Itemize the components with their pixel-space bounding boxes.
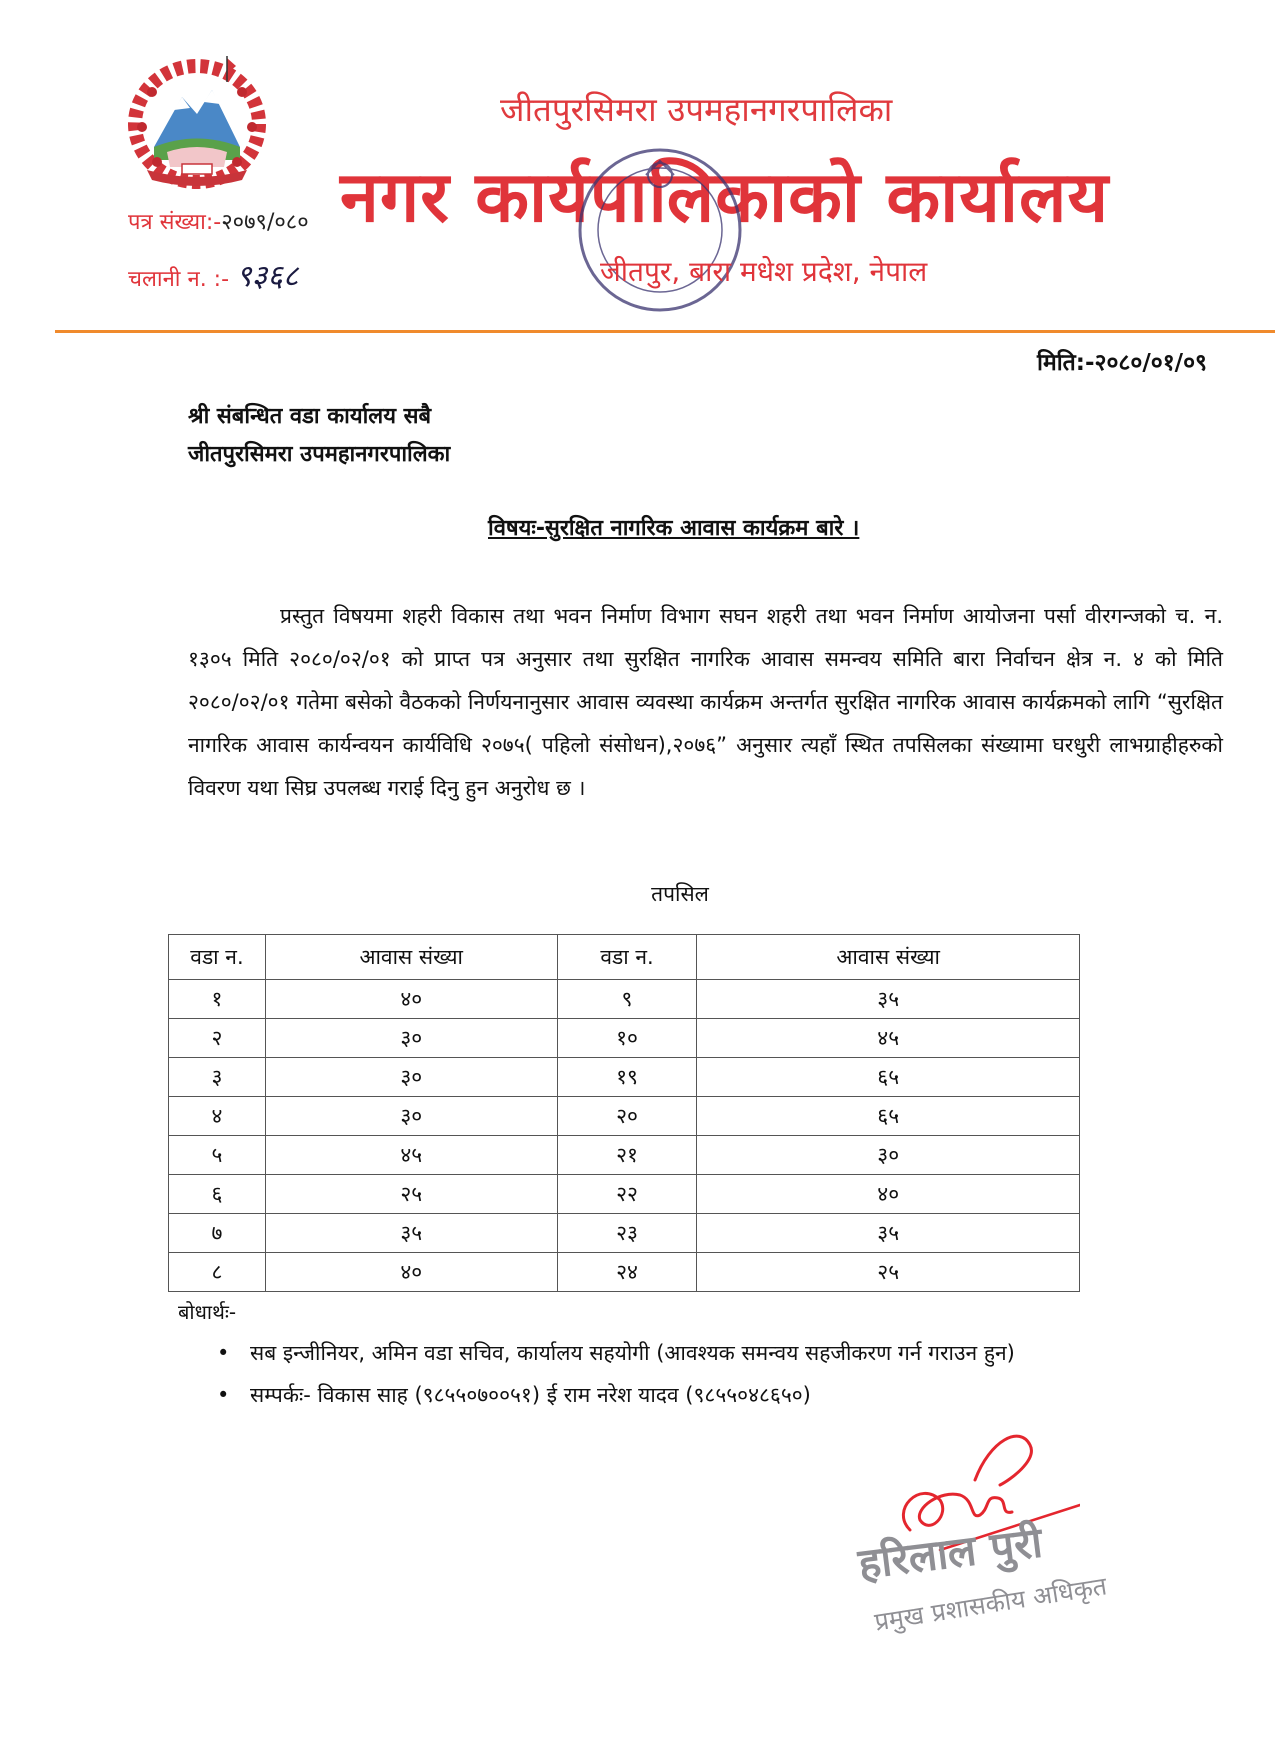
table-cell: ३: [169, 1058, 266, 1097]
signatory-name: हरिलाल पुरी: [855, 1517, 1045, 1589]
nepal-emblem-icon: [112, 52, 282, 197]
official-stamp: [560, 135, 770, 335]
table-cell: ७: [169, 1214, 266, 1253]
table-cell: २५: [697, 1253, 1080, 1292]
table-cell: २५: [265, 1175, 557, 1214]
dispatch-number-value: ९३६८: [236, 259, 299, 294]
dispatch-number: [128, 254, 298, 295]
table-cell: ९: [557, 980, 697, 1019]
housing-allocation-table: [168, 934, 1080, 1292]
letterhead-divider: [55, 330, 1275, 333]
table-cell: ४०: [265, 1253, 557, 1292]
table-row: [169, 1175, 1080, 1214]
office-address: जीतपुर, बारा मधेश प्रदेश, नेपाल: [600, 255, 928, 288]
letter-number-value: २०७९/०८०: [221, 210, 309, 235]
table-cell: ५: [169, 1136, 266, 1175]
table-cell: १९: [557, 1058, 697, 1097]
table-cell: २२: [557, 1175, 697, 1214]
table-cell: ४०: [265, 980, 557, 1019]
table-cell: ६५: [697, 1058, 1080, 1097]
letter-number: [128, 206, 309, 236]
signatory-title: प्रमुख प्रशासकीय अधिकृत: [872, 1571, 1109, 1637]
dispatch-number-label: चलानी न. :-: [128, 267, 230, 292]
table-cell: २: [169, 1019, 266, 1058]
table-cell: २१: [557, 1136, 697, 1175]
table-cell: ४: [169, 1097, 266, 1136]
recipient-line-1: श्री संबन्धित वडा कार्यालय सबै: [188, 404, 432, 429]
municipality-name: जीतपुरसिमरा उपमहानगरपालिका: [500, 90, 893, 129]
table-row: [169, 1019, 1080, 1058]
table-cell: ३०: [265, 1058, 557, 1097]
table-cell: १: [169, 980, 266, 1019]
office-title: नगर कार्यपालिकाको कार्यालय: [340, 156, 1110, 238]
subject-line: विषयः-सुरक्षित नागरिक आवास कार्यक्रम बारे ।: [488, 516, 860, 541]
column-header-housing-count: आवास संख्या: [265, 935, 557, 980]
table-caption: तपसिल: [651, 882, 709, 906]
table-cell: २३: [557, 1214, 697, 1253]
column-header-ward: वडा न.: [557, 935, 697, 980]
table-cell: ३५: [697, 1214, 1080, 1253]
table-cell: ६५: [697, 1097, 1080, 1136]
table-cell: १०: [557, 1019, 697, 1058]
cc-heading: बोधार्थः-: [178, 1300, 237, 1324]
letter-date: मिति:-२०८०/०१/०९: [1036, 350, 1207, 376]
table-cell: ३०: [265, 1097, 557, 1136]
recipient-line-2: जीतपुरसिमरा उपमहानगरपालिका: [188, 442, 451, 467]
table-cell: ४५: [697, 1019, 1080, 1058]
table-cell: ६: [169, 1175, 266, 1214]
table-row: [169, 1253, 1080, 1292]
table-cell: ३५: [697, 980, 1080, 1019]
cc-item: • सब इन्जीनियर, अमिन वडा सचिव, कार्यालय सहयोगी (आवश्यक समन्वय सहजीकरण गर्न गराउन हुन): [212, 1332, 1015, 1374]
column-header-ward: वडा न.: [169, 935, 266, 980]
cc-list: [212, 1332, 1015, 1416]
table-cell: ३०: [265, 1019, 557, 1058]
table-cell: ८: [169, 1253, 266, 1292]
table-cell: ४०: [697, 1175, 1080, 1214]
table-row: [169, 1058, 1080, 1097]
cc-item: • सम्पर्कः- विकास साह (९८५५०७००५१) ई राम नरेश यादव (९८५५०४८६५०): [212, 1374, 1015, 1416]
column-header-housing-count: आवास संख्या: [697, 935, 1080, 980]
letter-body: प्रस्तुत विषयमा शहरी विकास तथा भवन निर्माण विभाग सघन शहरी तथा भवन निर्माण आयोजना पर्सा वीरगन्जको च. न. १३०५ मिति २०८०/०२/०१ को प्राप्त पत्र अनुसार तथा सुरक्षित नागरिक आवास समन्वय समिति बारा निर्वाचन क्षेत्र न. ४ को मिति २०८०/०२/०१ गतेमा बसेको वैठकको निर्णयनानुसार आवास व्यवस्था कार्यक्रम अन्तर्गत सुरक्षित नागरिक आवास कार्यक्रमको लागि “सुरक्षित नागरिक आवास कार्यन्वयन कार्यविधि २०७५( पहिलो संसोधन),२०७६” अनुसार त्यहाँ स्थित तपसिलका संख्यामा घरधुरी लाभग्राहीहरुको विवरण यथा सिघ्र उपलब्ध गराई दिनु हुन अनुरोध छ ।: [188, 604, 1223, 800]
table-header-row: [169, 935, 1080, 980]
table-row: [169, 980, 1080, 1019]
letter-number-label: पत्र संख्या:-: [128, 210, 222, 235]
table-row: [169, 1097, 1080, 1136]
table-row: [169, 1214, 1080, 1253]
table-cell: ३५: [265, 1214, 557, 1253]
table-cell: २४: [557, 1253, 697, 1292]
table-cell: ४५: [265, 1136, 557, 1175]
table-cell: २०: [557, 1097, 697, 1136]
table-row: [169, 1136, 1080, 1175]
recipient-block: [188, 398, 450, 474]
table-cell: ३०: [697, 1136, 1080, 1175]
